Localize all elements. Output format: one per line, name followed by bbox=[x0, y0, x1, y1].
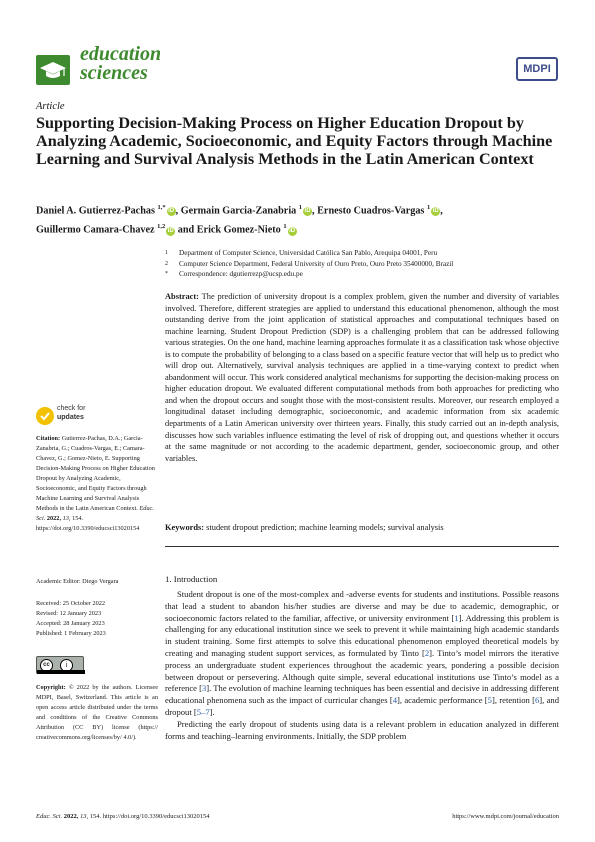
article-title: Supporting Decision-Making Process on Higher Education Dropout by Analyzing Academic, Socioeconomic, and Equity Factors through Machine Learning and Survival Analysis Methods in the Latin American Context bbox=[36, 114, 553, 168]
keywords-text: student dropout prediction; machine learning models; survival analysis bbox=[206, 523, 444, 532]
keywords bbox=[165, 522, 559, 533]
mortarboard-icon bbox=[36, 55, 70, 85]
paragraph bbox=[165, 719, 559, 743]
date-accepted: Accepted: 28 January 2023 bbox=[36, 620, 105, 627]
abstract-label: Abstract: bbox=[165, 292, 199, 301]
paragraph-text: Student dropout is one of the most-complex and -adverse events for students and institutions. Possible reasons that lead a student to abandon his/her studies are diverse and may be due to academic, demographic, or socioeconomic factors related to the familiar, affective, or university environment [ bbox=[165, 589, 559, 623]
cc-by-license-badge[interactable] bbox=[36, 656, 84, 674]
affiliation-item bbox=[165, 259, 565, 270]
affiliation-item bbox=[165, 248, 565, 259]
author-affil-sup: 1 bbox=[298, 204, 303, 211]
affiliation-mark: 1 bbox=[165, 250, 168, 256]
check-updates-line1: check for bbox=[57, 405, 86, 412]
journal-name[interactable] bbox=[80, 45, 161, 83]
by-strip bbox=[37, 670, 85, 674]
affiliation-text: Department of Computer Science, Universidad Católica San Pablo, Arequipa 04001, Peru bbox=[179, 249, 438, 257]
paragraph bbox=[165, 589, 559, 719]
author-affil-sup: 1,* bbox=[157, 204, 166, 211]
author-list: Daniel A. Gutierrez-Pachas $^{1,*}$iD , Germain Garcia-Zanabria $^1$iD , Ernesto Cuadros-Vargas $^1$iD , Guillermo Camara-Chavez $^{1,2}$iD and Erick Gomez-Nieto $^1$iD bbox=[36, 204, 443, 236]
paragraph-text: ], retention [ bbox=[491, 695, 535, 706]
paragraph-text: ], academic performance [ bbox=[397, 695, 488, 706]
academic-editor: Academic Editor: Diego Vergara bbox=[36, 578, 119, 585]
date-published: Published: 1 February 2023 bbox=[36, 630, 106, 637]
divider bbox=[165, 546, 559, 547]
orcid-icon[interactable]: iD bbox=[432, 208, 439, 215]
reference-link[interactable]: 1 bbox=[454, 612, 459, 623]
orcid-icon[interactable]: iD bbox=[304, 208, 311, 215]
citation-volume: 13, bbox=[62, 515, 71, 522]
affiliation-text: Computer Science Department, Federal University of Ouro Preto, Ouro Preto 35400000, Brazil bbox=[179, 259, 454, 268]
paragraph-text: ], and dropout [ bbox=[165, 695, 559, 717]
citation-text: Gutierrez-Pachas, D.A.; Garcia-Zanabria, G.; Cuadros-Vargas, E.; Camara-Chavez, G.; Gomez-Nieto, E. Supporting Decision-Making Process on Higher Education Dropout by Analyzing Academic, Socioeconomic, and Equity Factors through Machine Learning and Survival Analysis Methods in the Latin American Context. bbox=[36, 435, 155, 512]
footer-year: 2022, bbox=[63, 813, 79, 820]
footer-citation bbox=[36, 813, 210, 820]
copyright-text: © 2022 by the authors. Licensee MDPI, Basel, Switzerland. This article is an open access article distributed under the terms and conditions of the Creative Commons Attribution (CC BY) license (https:// creativecommons.org/licenses/by/ 4.0/). bbox=[36, 684, 159, 741]
reference-link[interactable]: 4 bbox=[392, 695, 398, 706]
check-for-updates-badge[interactable] bbox=[36, 405, 94, 429]
author-affil-sup: 1 bbox=[283, 223, 287, 231]
footer-volume: 13, bbox=[80, 813, 89, 820]
affiliations bbox=[165, 248, 565, 280]
citation-year: 2022, bbox=[46, 515, 62, 522]
check-updates-label bbox=[57, 405, 85, 422]
attribution-icon: i bbox=[60, 659, 73, 672]
journal-logo-icon bbox=[36, 55, 70, 85]
author-name[interactable]: Ernesto Cuadros-Vargas bbox=[317, 205, 425, 217]
cc-icon: cc bbox=[40, 659, 53, 672]
reference-link[interactable]: 2 bbox=[424, 647, 430, 658]
affiliation-mark: * bbox=[165, 271, 168, 277]
author-conjunction: and bbox=[177, 224, 195, 236]
check-updates-line2: updates bbox=[57, 413, 84, 421]
keywords-label: Keywords: bbox=[165, 523, 205, 532]
date-received: Received: 25 October 2022 bbox=[36, 600, 106, 607]
author-name[interactable]: Germain Garcia-Zanabria bbox=[180, 205, 297, 217]
author-name[interactable]: Guillermo Camara-Chavez bbox=[36, 224, 155, 236]
reference-link[interactable]: 5 bbox=[487, 695, 492, 706]
article-type: Article bbox=[36, 101, 65, 112]
affiliation-item bbox=[165, 269, 565, 280]
paragraph-text: Predicting the early dropout of students using data is a relevant problem in education analyzed in different forms and teaching–learning environments. Initially, the SDP problem bbox=[165, 718, 559, 741]
citation-label: Citation: bbox=[36, 435, 61, 442]
mdpi-logo[interactable]: MDPI bbox=[516, 57, 558, 81]
paragraph-text: ]. bbox=[209, 706, 215, 717]
reference-link[interactable]: 3 bbox=[201, 683, 207, 694]
citation-journal: Educ. Sci. bbox=[36, 505, 154, 522]
section-heading: 1. Introduction bbox=[165, 574, 218, 584]
citation-doi[interactable]: 154. https://doi.org/10.3390/educsci13020154 bbox=[36, 515, 140, 532]
copyright-block bbox=[36, 683, 158, 743]
copyright-label: Copyright: bbox=[36, 684, 66, 691]
publication-dates bbox=[36, 599, 106, 639]
abstract bbox=[165, 291, 559, 464]
reference-link[interactable]: 5–7 bbox=[196, 706, 210, 717]
paragraph-text: ]. The evolution of machine learning techniques has been essential and decisive in addressing different educational phenomena such as the impact of curricular changes [ bbox=[165, 683, 559, 706]
footer-doi[interactable]: 154. https://doi.org/10.3390/educsci13020154 bbox=[89, 813, 210, 820]
journal-name-line1: education bbox=[80, 43, 162, 65]
check-updates-icon bbox=[36, 407, 54, 425]
paragraph-text: ]. Tinto’s model mirrors the iterative process an undergraduate student experiences throughout the academic years, pondering a possible decision between dropout or persevering. Although quite simple, several educational institutions use Tinto’s model as a reference [ bbox=[165, 647, 559, 694]
abstract-text: The prediction of university dropout is a complex problem, given the number and diversity of variables involved. Therefore, different strategies are applied to understand this educational phenomenon, although the most outstanding derive from the joint application of statistical approaches and computational techniques based on machine learning. Student Dropout Prediction (SDP) is a challenging problem that can be addressed following various strategies. On the one hand, machine learning approaches formulate it as a classification task whose objective is to compute the probability of belonging to a class based on a specific feature vector that will help us to predict who will drop out. Alternatively, survival analysis techniques are applied in a time-varying context to predict when abandonment will occur. This work considered analytical mechanisms for supporting the decision-making process on higher education dropout. We evaluated different computational methods from both approaches for predicting who and when the dropout occurs and sought those with the most-consistent results. Moreover, our research employed a longitudinal dataset including demographic, socioeconomic, and academic information from six academic departments of a Latin American university over thirteen years. Finally, this study carried out an in-depth analysis, discusses how such variables influence estimating the level of risk of dropping out, and questions whether it occurs at the same magnitude or not according to the academic department, gender, socioeconomic group, and other variables. bbox=[165, 292, 559, 463]
footer-journal: Educ. Sci. bbox=[36, 813, 63, 820]
footer-journal-url[interactable]: https://www.mdpi.com/journal/education bbox=[452, 813, 559, 820]
date-revised: Revised: 12 January 2023 bbox=[36, 610, 102, 617]
reference-link[interactable]: 6 bbox=[534, 695, 540, 706]
orcid-icon[interactable]: iD bbox=[167, 227, 174, 234]
author-name[interactable]: Erick Gomez-Nieto bbox=[196, 224, 281, 236]
affiliation-mark: 2 bbox=[165, 260, 168, 267]
author-affil-sup: 1,2 bbox=[157, 223, 166, 231]
author-name[interactable]: Daniel A. Gutierrez-Pachas bbox=[36, 205, 155, 217]
citation-block bbox=[36, 434, 158, 534]
orcid-icon[interactable]: iD bbox=[168, 208, 175, 215]
author-affil-sup: 1 bbox=[426, 204, 431, 211]
orcid-icon[interactable]: iD bbox=[289, 227, 296, 234]
correspondence-text[interactable]: Correspondence: dgutierrezp@ucsp.edu.pe bbox=[179, 270, 303, 278]
introduction-body bbox=[165, 589, 559, 742]
journal-name-line2: sciences bbox=[80, 62, 148, 84]
paragraph-text: ]. Addressing this problem is challenging for any educational institution since we seek to prevent it while maintaining high academic standards in student training. Some first attempts to solve this educational phenomenon employed theoretical models by creating and managing student support services, as formulated by Tinto [ bbox=[165, 612, 559, 658]
